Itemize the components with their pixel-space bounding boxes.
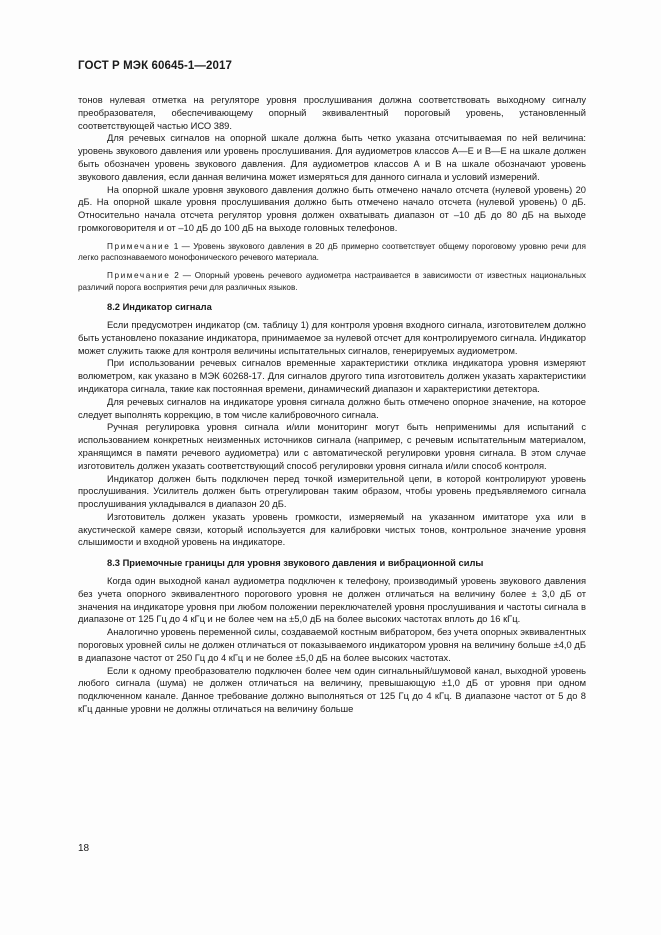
- note-1: [78, 241, 586, 264]
- paragraph: тонов нулевая отметка на регуляторе уровня прослушивания должна соответствовать выходному сигналу преобразователя, обеспечивающему опорный эквивалентный пороговый уровень, установленный соответствующей частью ИСО 389.: [78, 95, 586, 131]
- paragraph: Индикатор должен быть подключен перед точкой измерительной цепи, в которой контролируют уровень прослушивания. Усилитель должен быть отрегулирован таким образом, чтобы уровень предъявляемого сигнала прослушивания укладывался в диапазон 20 дБ.: [78, 473, 586, 510]
- paragraph: При использовании речевых сигналов временные характеристики отклика индикатора уровня измеряют волюметром, как указано в МЭК 60268-17. Для сигналов другого типа изготовитель должен указать характеристики индикатора сигнала, такие как постоянная времени, динамический диапазон и характеристики детектора.: [78, 358, 586, 394]
- paragraph: Когда один выходной канал аудиометра подключен к телефону, производимый уровень звукового давления без учета опорного эквивалентного порогового уровня не должен отличаться на величину более ± 3,0 дБ от значения на индикаторе уровня при любом положении переключателей уровня прослушивания и частоты сигнала в диапазоне от 125 Гц до 4 кГц и не более чем на ±5,0 дБ на более высоких частотах вплоть до 16 кГц.: [78, 576, 586, 625]
- paragraph: Ручная регулировка уровня сигнала и/или мониторинг могут быть неприменимы для испытаний с использованием конкретных неизменных источников сигнала (например, с речевым испытательным материалом, хранящимся в памяти речевого аудиометра) или с автоматической регулировки уровня сигнала. В этом случае изготовитель должен указать соответствующий способ регулировки уровня сигнала и/или способ контроля.: [78, 422, 586, 471]
- paragraph: Если предусмотрен индикатор (см. таблицу 1) для контроля уровня входного сигнала, изготовителем должно быть установлено показание индикатора, принимаемое за нулевой отсчет для контролируемого сигнала. Индикатор может служить также для контроля величины испытательных сигналов, генерируемых аудиометром.: [78, 319, 586, 356]
- page-number: 18: [78, 843, 90, 854]
- note-2: [78, 270, 586, 293]
- section-title-8-3: 8.3 Приемочные границы для уровня звукового давления и вибрационной силы: [107, 558, 484, 569]
- paragraph: Для речевых сигналов на индикаторе уровня сигнала должно быть отмечено опорное значение, на которое следует выполнять коррекцию, в том числе калибровочного сигнала.: [78, 396, 586, 420]
- paragraph: На опорной шкале уровня звукового давления должно быть отмечено начало отсчета (нулевой уровень) 20 дБ. На опорной шкале уровня прослушивания должно быть отмечено начало отсчета (нулевой уровень) 0 дБ. Относительно начала отсчета регулятор уровня должен охватывать диапазон от –10 дБ до 80 дБ на выходе громкоговорителя и от –10 дБ до 100 дБ на выходе головных телефонов.: [78, 184, 586, 233]
- section-title-8-2: 8.2 Индикатор сигнала: [107, 302, 212, 313]
- paragraph: Для речевых сигналов на опорной шкале должна быть четко указана отсчитываемая по ней величина: уровень звукового давления или уровень прослушивания. Для аудиометров классов А—Е и В—Е на шкале должен быть обозначен уровень звукового давления. Для аудиометров классов А и В на шкале обозначают уровень звукового давления, если данная величина может измеряться для данного сигнала и условий измерений.: [78, 133, 586, 182]
- paragraph: Аналогично уровень переменной силы, создаваемой костным вибратором, без учета опорных эквивалентных пороговых уровней силы не должен отличаться от показываемого индикатором уровня на величину больше ±4,0 дБ в диапазоне частот от 250 Гц до 4 кГц и не более ±5,0 дБ на более высоких частотах.: [78, 627, 586, 663]
- paragraph: Изготовитель должен указать уровень громкости, измеряемый на указанном имитаторе уха или в акустической камере связи, который используется для калибровки чистых тонов, контрольное значение уровня слышимости и входной уровень на индикаторе.: [78, 511, 586, 548]
- note-label: Примечание: [107, 241, 171, 251]
- standard-header: ГОСТ Р МЭК 60645-1—2017: [78, 60, 232, 72]
- note-text: 2 — Опорный уровень речевого аудиометра настраивается в зависимости от известных национальных различий порога восприятия речи для различных языков.: [78, 270, 586, 292]
- note-label: Примечание: [107, 270, 171, 280]
- note-text: 1 — Уровень звукового давления в 20 дБ примерно соответствует общему пороговому уровню речи для легко распознаваемого монофонического речевого материала.: [78, 241, 586, 263]
- paragraph: Если к одному преобразователю подключен более чем один сигнальный/шумовой канал, выходной уровень любого сигнала (шума) не должен отличаться на величину, превышающую ±1,0 дБ от уровня при одном подключенном канале. Данное требование должно выполняться от 125 Гц до 4 кГц. В диапазоне частот от 5 до 8 кГц данные уровни не должны отличаться на величину больше: [78, 665, 586, 715]
- page-body: [78, 94, 586, 716]
